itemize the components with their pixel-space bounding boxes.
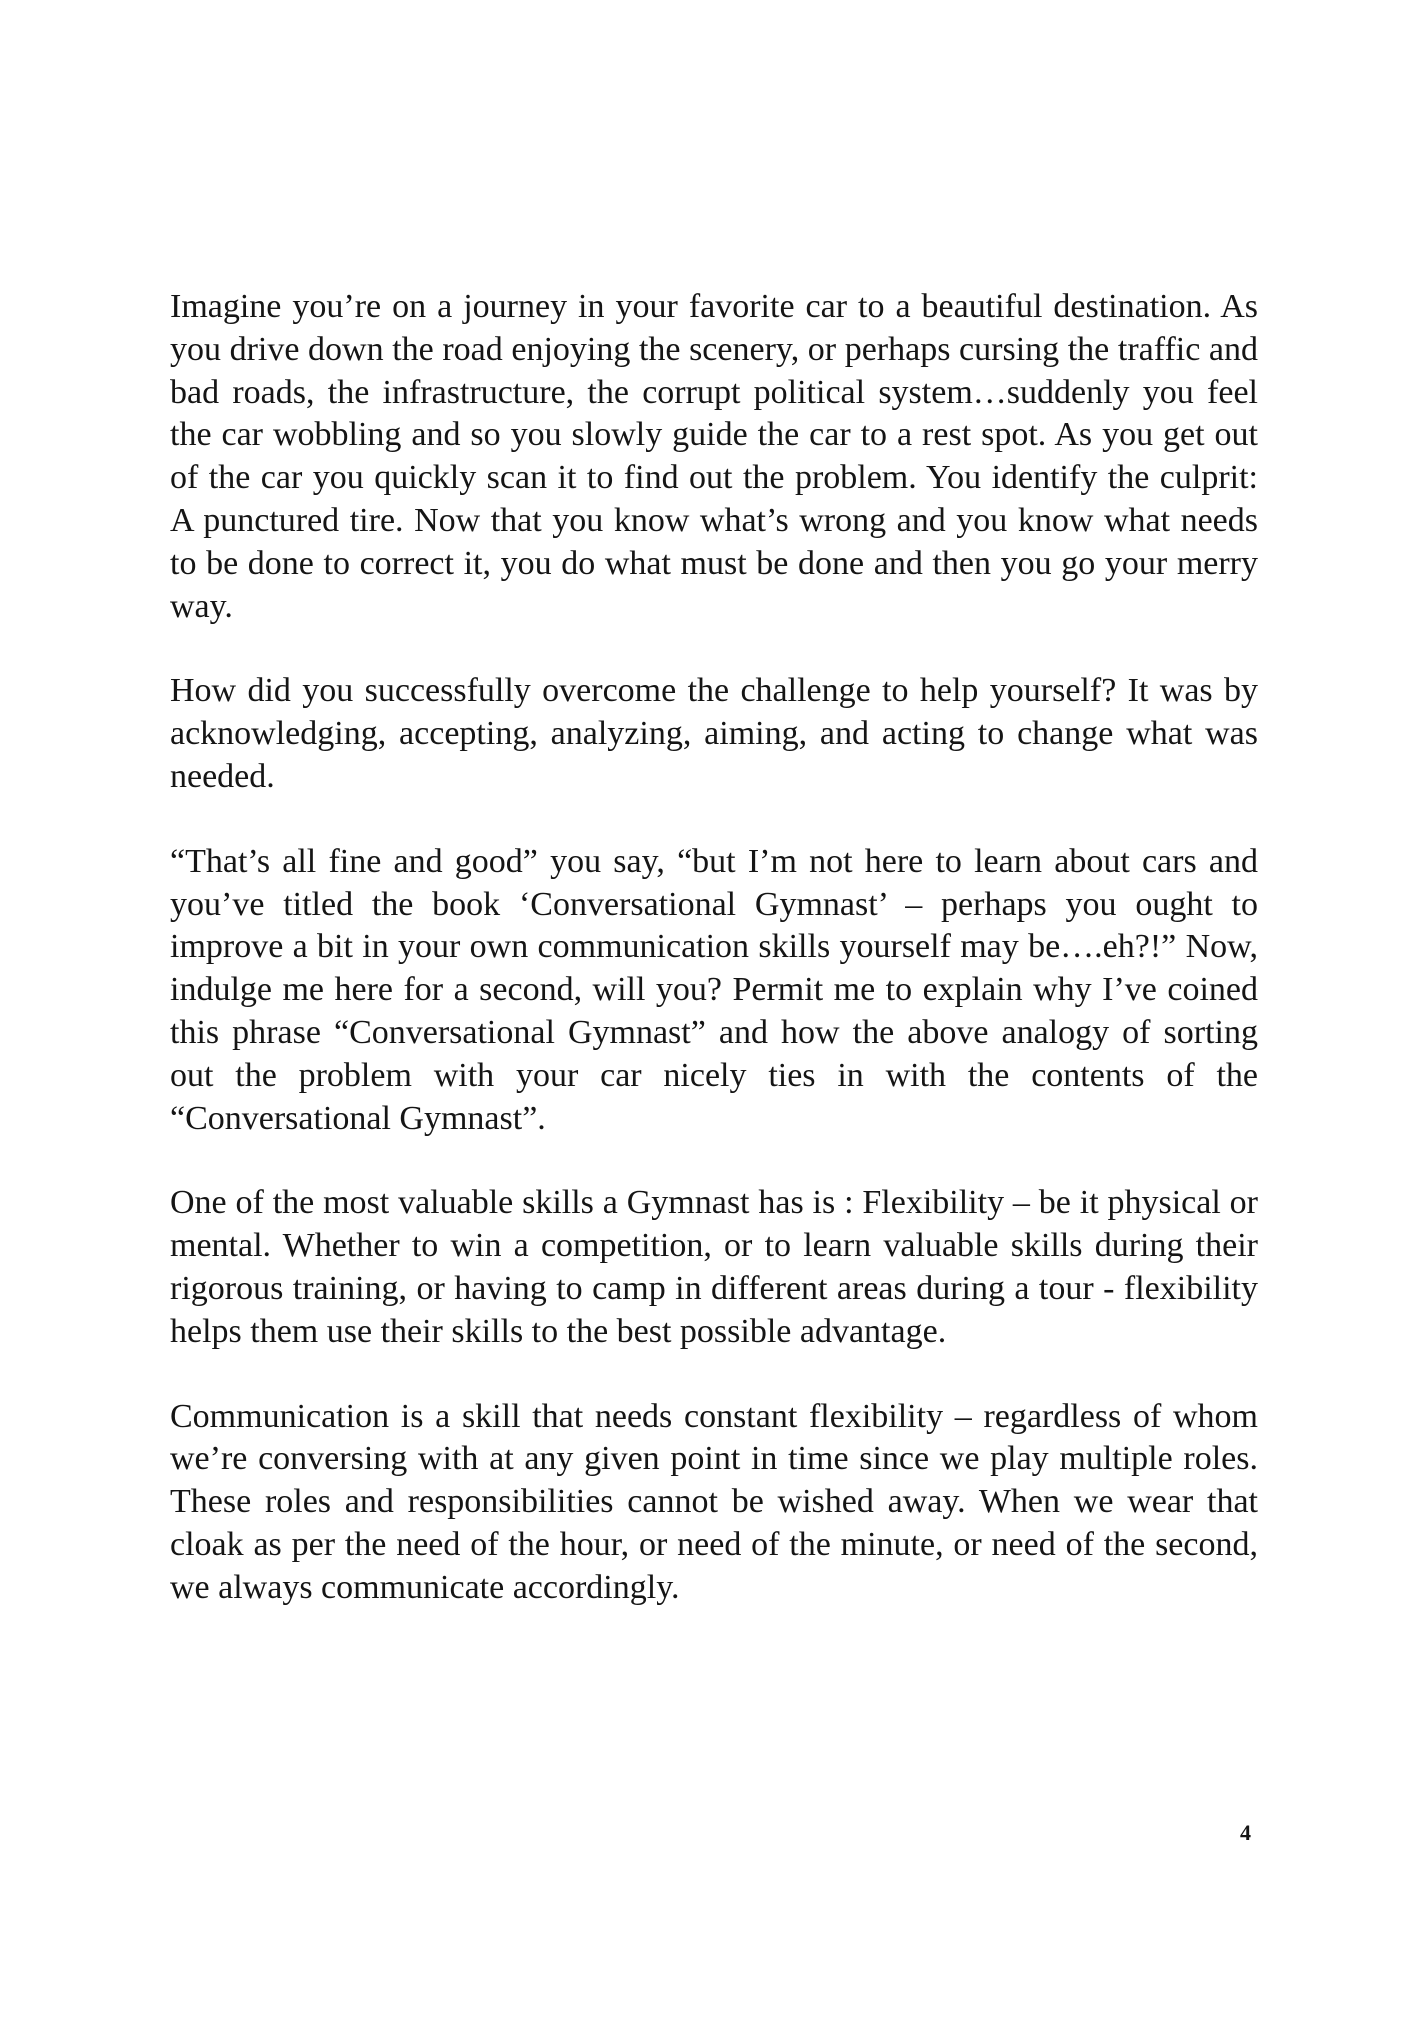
paragraph-overcome-challenge: How did you successfully overcome the challenge to help yourself? It was by acknowledging, accepting, analyzing, aiming, and acting to change what was needed. (170, 672, 1258, 795)
paragraph-communication: Communication is a skill that needs constant flexibility – regardless of whom we’re conversing with at any given point in time since we play multiple roles. These roles and responsibilities cannot be wished away. When we wear that cloak as per the need of the hour, or need of the minute, or need of the second, we always communicate accordingly. (170, 1397, 1258, 1606)
page-number: 4 (1240, 1820, 1251, 1845)
paragraph-conversational-gymnast: “That’s all fine and good” you say, “but I’m not here to learn about cars and you’ve titled the book ‘Conversational Gymnast’ – perhaps you ought to improve a bit in your own communication skills yourself may be….eh?!” Now, indulge me here for a second, will you? Permit me to explain why I’ve coined this phrase “Conversational Gymnast” and how the above analogy of sorting out the problem with your car nicely ties in with the contents of the “Conversational Gymnast”. (170, 842, 1258, 1137)
paragraph-flexibility: One of the most valuable skills a Gymnast has is : Flexibility – be it physical or mental. Whether to win a competition, or to learn valuable skills during their rigorous training, or having to camp in different areas during a tour - flexibility helps them use their skills to the best possible advantage. (170, 1184, 1258, 1350)
body-text (170, 286, 1258, 1652)
paragraph-car-journey: Imagine you’re on a journey in your favorite car to a beautiful destination. As you drive down the road enjoying the scenery, or perhaps cursing the traffic and bad roads, the infrastructure, the corrupt political system…suddenly you feel the car wobbling and so you slowly guide the car to a rest spot. As you get out of the car you quickly scan it to find out the problem. You identify the culprit: A punctured tire. Now that you know what’s wrong and you know what needs to be done to correct it, you do what must be done and then you go your merry way. (170, 288, 1258, 625)
